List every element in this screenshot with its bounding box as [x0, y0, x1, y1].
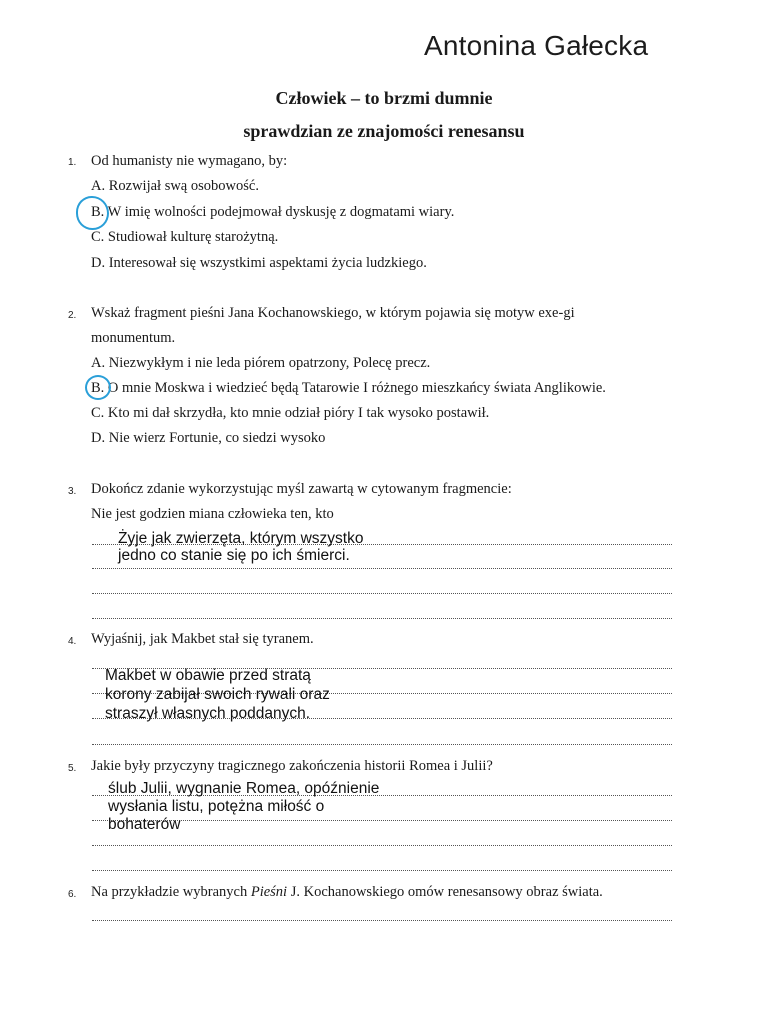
answer-option: D. Nie wierz Fortunie, co siedzi wysoko: [91, 430, 326, 446]
prompt-text: Na przykładzie wybranych: [91, 884, 251, 900]
prompt-text: J. Kochanowskiego omów renesansowy obraz świata.: [287, 884, 603, 900]
question-number: 4.: [68, 636, 77, 647]
handwritten-answer: straszył własnych poddanych.: [105, 705, 311, 722]
student-name: Antonina Gałecka: [424, 30, 649, 61]
answer-option: C. Studiował kulturę starożytną.: [91, 229, 279, 245]
answer-option: B. O mnie Moskwa i wiedzieć będą Tatarowie I różnego mieszkańcy świata Anglikowie.: [91, 380, 606, 396]
answer-option: B. W imię wolności podejmował dyskusję z dogmatami wiary.: [91, 204, 455, 220]
answer-line: [92, 744, 672, 745]
handwritten-answer: bohaterów: [108, 816, 181, 833]
question-number: 6.: [68, 889, 77, 900]
question-number: 3.: [68, 486, 77, 497]
question-prompt: Jakie były przyczyny tragicznego zakończenia historii Romea i Julii?: [91, 758, 493, 774]
question-prompt: Nie jest godzien miana człowieka ten, kto: [91, 506, 334, 522]
question-number: 5.: [68, 763, 77, 774]
answer-option: C. Kto mi dał skrzydła, kto mnie odział pióry I tak wysoko postawił.: [91, 405, 490, 421]
answer-option: A. Niezwykłym i nie leda piórem opatrzony, Polecę precz.: [91, 355, 431, 371]
handwritten-answer: jedno co stanie się po ich śmierci.: [118, 547, 350, 564]
handwritten-answer: wysłania listu, potężna miłość o: [108, 798, 325, 815]
handwritten-answer: ślub Julii, wygnanie Romea, opóźnienie: [108, 780, 380, 797]
answer-line: [92, 618, 672, 619]
answer-option: D. Interesował się wszystkimi aspektami życia ludzkiego.: [91, 255, 427, 271]
page-subtitle: sprawdzian ze znajomości renesansu: [243, 121, 525, 141]
question-prompt: monumentum.: [91, 330, 176, 346]
answer-line: [92, 568, 672, 569]
handwritten-answer: Makbet w obawie przed stratą: [105, 667, 311, 684]
handwritten-answer: korony zabijał swoich rywali oraz: [105, 686, 330, 703]
answer-line: [92, 870, 672, 871]
question-prompt: [91, 884, 603, 901]
question-prompt: Dokończ zdanie wykorzystując myśl zawartą w cytowanym fragmencie:: [91, 481, 512, 497]
handwritten-answer: Żyje jak zwierzęta, którym wszystko: [118, 530, 364, 547]
answer-line: [92, 920, 672, 921]
question-prompt: Od humanisty nie wymagano, by:: [91, 153, 288, 169]
answer-line: [92, 593, 672, 594]
selected-answer-circle: [85, 375, 111, 400]
question-prompt: Wyjaśnij, jak Makbet stał się tyranem.: [91, 631, 314, 647]
answer-option: A. Rozwijał swą osobowość.: [91, 178, 259, 194]
question-number: 2.: [68, 310, 77, 321]
page-title: Człowiek – to brzmi dumnie: [275, 88, 493, 108]
prompt-italic-title: Pieśni: [250, 884, 288, 900]
selected-answer-circle: [76, 196, 109, 230]
question-number: 1.: [68, 157, 77, 168]
answer-line: [92, 845, 672, 846]
question-prompt: Wskaż fragment pieśni Jana Kochanowskiego, w którym pojawia się motyw exe-gi: [91, 305, 575, 321]
